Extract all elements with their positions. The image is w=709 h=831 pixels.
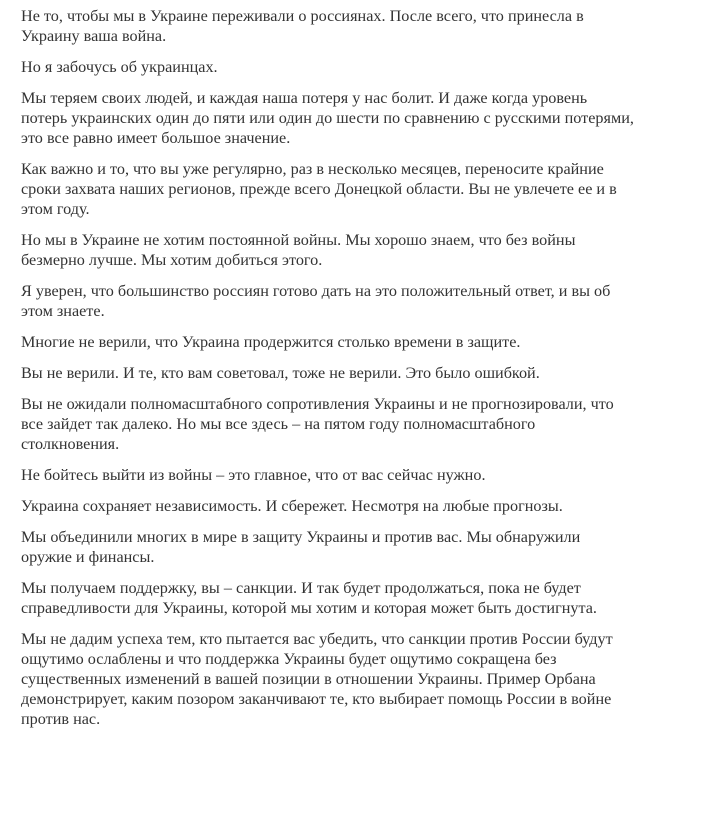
paragraph [21,394,705,454]
paragraph-line: все зайдет так далеко. Но мы все здесь – на пятом году полномасштабного [21,415,536,433]
paragraph-line: Мы теряем своих людей, и каждая наша потеря у нас болит. И даже когда уровень [21,89,588,107]
paragraph-line: оружие и финансы. [21,548,155,566]
paragraph [21,527,705,567]
paragraph-line: Мы объединили многих в мире в защиту Украины и против вас. Мы обнаружили [21,528,581,546]
paragraph [21,88,705,148]
paragraph-line: демонстрирует, каким позором заканчивают те, кто выбирает помощь России в войне [21,690,612,708]
paragraph [21,363,705,383]
paragraph-line: Мы не дадим успеха тем, кто пытается вас убедить, что санкции против России будут [21,630,613,648]
paragraph-line: справедливости для Украины, которой мы хотим и которая может быть достигнута. [21,599,597,617]
paragraph [21,465,705,485]
paragraph [21,496,705,516]
paragraph-line: столкновения. [21,435,120,453]
article-body [21,6,705,740]
paragraph-line: Вы не верили. И те, кто вам советовал, тоже не верили. Это было ошибкой. [21,364,540,382]
paragraph [21,578,705,618]
paragraph-line: этом знаете. [21,302,105,320]
paragraph-line: этом году. [21,200,90,218]
paragraph-line: ощутимо ослаблены и что поддержка Украины будет ощутимо сокращена без [21,650,557,668]
paragraph-line: Украину ваша война. [21,27,167,45]
paragraph-line: Я уверен, что большинство россиян готово дать на это положительный ответ, и вы об [21,282,611,300]
paragraph-line: Как важно и то, что вы уже регулярно, раз в несколько месяцев, переносите крайние [21,160,604,178]
paragraph-line: Но мы в Украине не хотим постоянной войны. Мы хорошо знаем, что без войны [21,231,576,249]
paragraph-line: Вы не ожидали полномасштабного сопротивления Украины и не прогнозировали, что [21,395,614,413]
paragraph [21,159,705,219]
paragraph [21,332,705,352]
paragraph-line: потерь украинских один до пяти или один до шести по сравнению с русскими потерями, [21,109,634,127]
paragraph-line: Многие не верили, что Украина продержится столько времени в защите. [21,333,521,351]
paragraph-line: Мы получаем поддержку, вы – санкции. И так будет продолжаться, пока не будет [21,579,581,597]
paragraph-line: Но я забочусь об украинцах. [21,58,218,76]
paragraph [21,629,705,729]
paragraph-line: сроки захвата наших регионов, прежде всего Донецкой области. Вы не увлечете ее и в [21,180,617,198]
paragraph [21,6,705,46]
paragraph-line: Не бойтесь выйти из войны – это главное, что от вас сейчас нужно. [21,466,486,484]
paragraph-line: Украина сохраняет независимость. И сбережет. Несмотря на любые прогнозы. [21,497,563,515]
paragraph [21,230,705,270]
paragraph-line: безмерно лучше. Мы хотим добиться этого. [21,251,323,269]
paragraph [21,57,705,77]
paragraph-line: против нас. [21,710,101,728]
paragraph-line: существенных изменений в вашей позиции в отношении Украины. Пример Орбана [21,670,596,688]
paragraph-line: это все равно имеет большое значение. [21,129,291,147]
paragraph [21,281,705,321]
paragraph-line: Не то, чтобы мы в Украине переживали о россиянах. После всего, что принесла в [21,7,584,25]
